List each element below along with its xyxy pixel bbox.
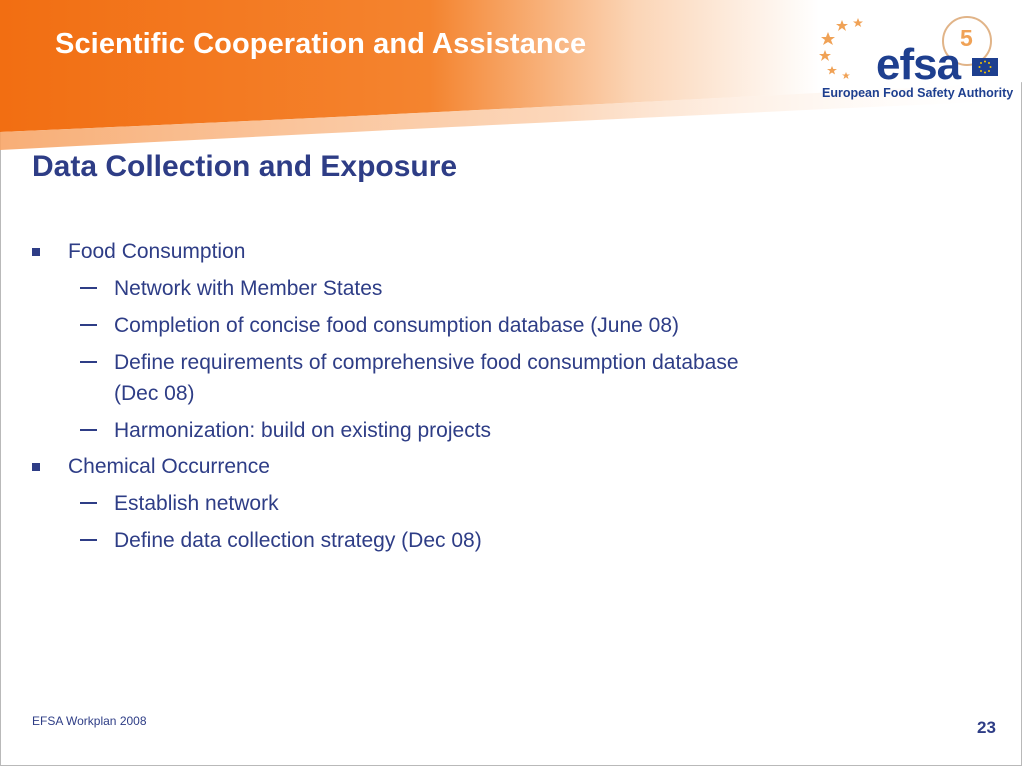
logo-tagline: European Food Safety Authority [822,86,1014,100]
slide-title: Data Collection and Exposure [32,150,458,183]
sub-item: Define data collection strategy (Dec 08) [114,529,482,552]
square-bullet-icon [32,463,40,471]
dash-bullet-icon [80,287,97,289]
dash-bullet-icon [80,361,97,363]
sub-item: Network with Member States [114,277,383,300]
square-bullet-icon [32,248,40,256]
dash-bullet-icon [80,502,97,504]
logo-wordmark: efsa [876,40,961,89]
sub-item: Establish network [114,492,279,515]
sub-item: Harmonization: build on existing projects [114,419,492,442]
seal-number: 5 [960,25,973,51]
sub-item: Completion of concise food consumption database (June 08) [114,314,680,337]
footer-text: EFSA Workplan 2008 [32,714,147,728]
sub-item-continuation: (Dec 08) [114,382,195,405]
dash-bullet-icon [80,539,97,541]
efsa-logo [816,12,1012,104]
header-title: Scientific Cooperation and Assistance [55,28,587,60]
dash-bullet-icon [80,429,97,431]
page-number: 23 [977,718,996,737]
bullet-item: Food Consumption [68,240,246,263]
bullet-item: Chemical Occurrence [68,455,270,478]
dash-bullet-icon [80,324,97,326]
eu-flag-icon [972,58,998,76]
sub-item: Define requirements of comprehensive food consumption database [114,351,739,374]
